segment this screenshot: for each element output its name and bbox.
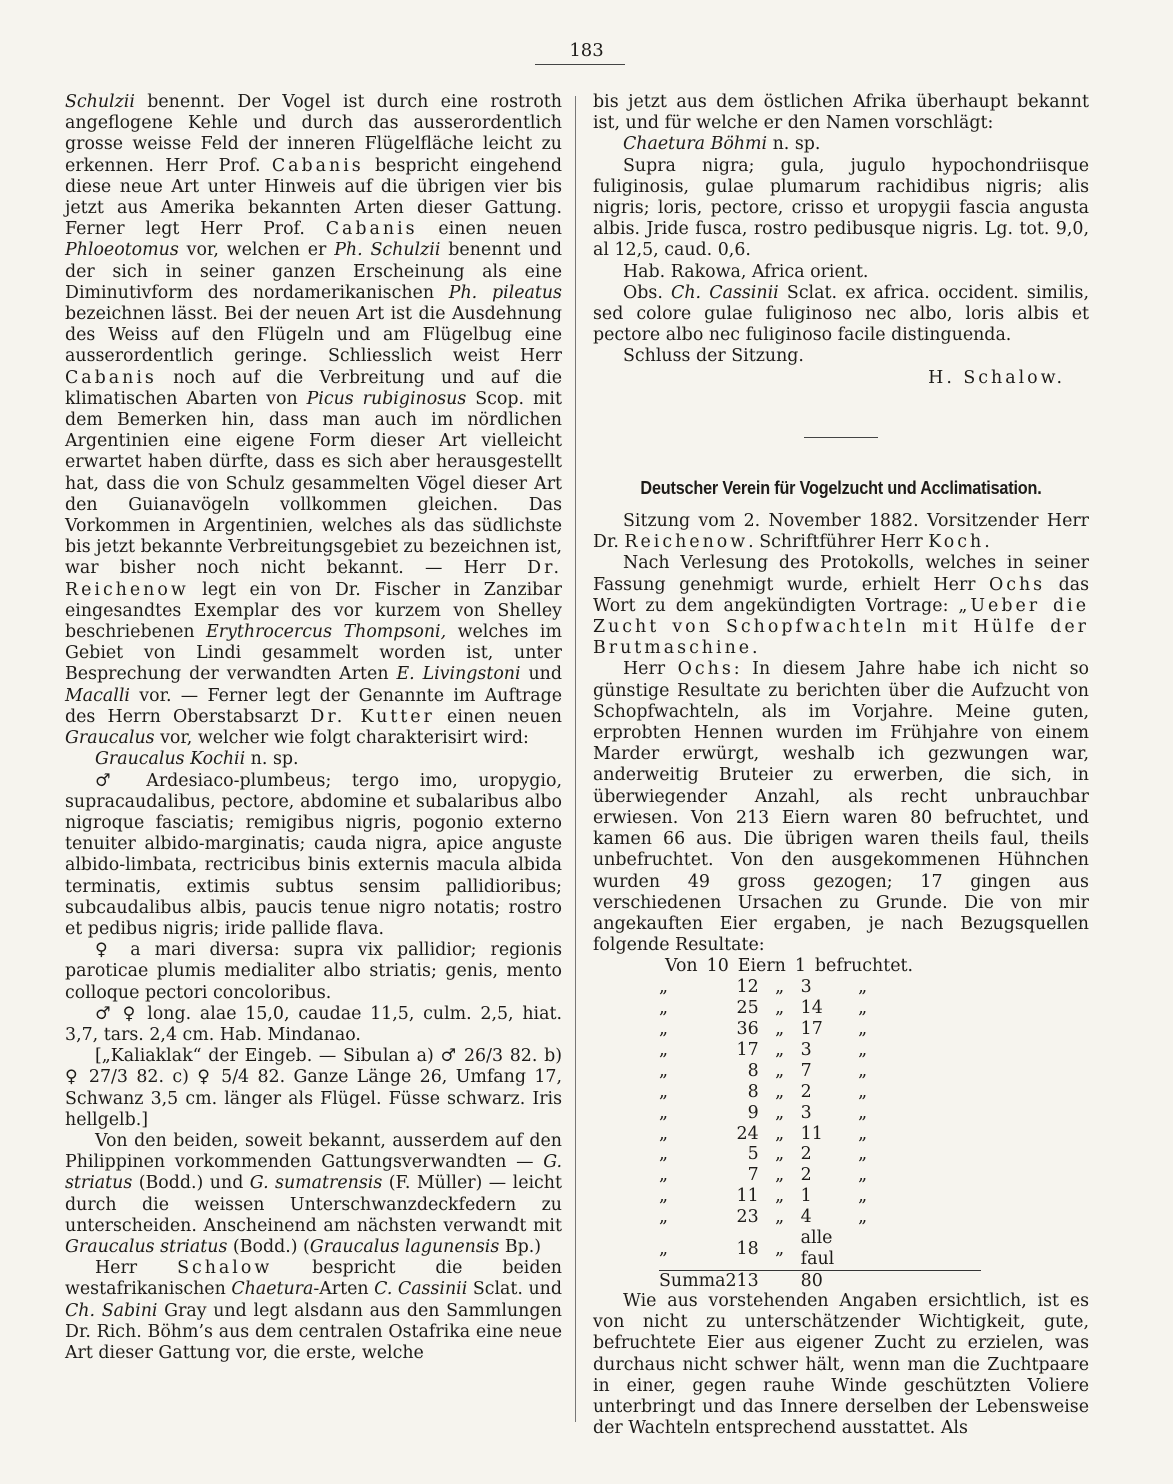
text-run: Sclat. ex africa. occident. similis, sed colore gulae fuliginoso nec albo, loris albis et pectore albo nec fuliginoso facile distinguenda.	[593, 282, 1089, 346]
eggs-count: 25	[736, 998, 759, 1019]
right-column	[593, 92, 1089, 1439]
text-run: Bp.)	[499, 1236, 542, 1257]
spacer-cell	[885, 977, 981, 998]
text-run: Sclat. und	[467, 1279, 562, 1300]
left-column-paragraph	[65, 1131, 562, 1258]
right-column-top-paragraph	[593, 134, 1089, 155]
ditto-mark: „	[659, 1102, 669, 1123]
fertile-count: 2	[800, 1081, 812, 1102]
italic-text: Ch. Cassinii	[671, 282, 779, 303]
ditto-mark: „	[858, 1165, 868, 1186]
right-column-top-paragraph	[593, 283, 1089, 347]
left-column-paragraph	[65, 940, 562, 1004]
fertile-count: 2	[800, 1144, 812, 1165]
right-column-top-paragraph	[593, 92, 1089, 134]
fertile-count: alle faul	[800, 1228, 835, 1269]
text-run: Von den beiden, soweit bekannt, ausserdem auf den Philippinen vorkommenden Gattungsverwandten —	[65, 1130, 562, 1173]
ditto-mark: „	[775, 1144, 785, 1165]
von-label: Von	[665, 956, 698, 977]
italic-text: Graucalus striatus	[65, 1236, 228, 1257]
italic-text: Picus rubiginosus	[306, 388, 467, 409]
ditto-mark: „	[858, 977, 868, 998]
ditto-mark: „	[659, 1186, 669, 1207]
spacer-cell	[885, 1228, 981, 1270]
befruchtet-label: befruchtet.	[814, 956, 914, 977]
egg-table-header	[659, 956, 981, 977]
text-run: einen neuen	[434, 706, 562, 727]
spacer-cell	[885, 1082, 981, 1103]
summa-fertile: 80	[799, 1270, 841, 1291]
spaced-name: Ochs	[677, 659, 734, 680]
italic-text: Graucalus	[65, 728, 155, 749]
eggs-count: 12	[736, 977, 759, 998]
text-run: vor. — Ferner legt der Genannte im Auftrage des Herrn Oberstabsarzt	[65, 685, 562, 727]
text-run: benennt und der sich in seiner ganzen Erscheinung als eine Diminutivform des nordamerikanischen	[65, 240, 562, 303]
ditto-mark: „	[775, 1207, 785, 1228]
right-column-mid-paragraph	[593, 659, 1089, 956]
fertile-count: 11	[800, 1123, 823, 1144]
text-run: Supra nigra; gula, jugulo hypochondriisque fuliginosis, gulae plumarum rachidibus nigris; alis nigris; loris, pectore, crisso et uropygii fascia angusta albis. Jride fusca, rostro pedibusque nigris. Lg. tot. 9,0, al 12,5, caud. 0,6.	[593, 155, 1089, 261]
egg-table-row	[659, 1124, 981, 1145]
eiern-label: Eiern	[737, 956, 786, 977]
spaced-name: Cabanis	[65, 367, 157, 388]
spaced-name: Cabanis	[325, 219, 418, 240]
fertile-count: 7	[800, 1060, 812, 1081]
italic-text: Ph. pileatus	[448, 282, 562, 303]
italic-text: C. Cassinii	[374, 1279, 468, 1300]
text-run: vor, welchen er	[178, 240, 335, 261]
text-run: (Bodd.) und	[132, 1173, 250, 1194]
ditto-mark: „	[775, 977, 785, 998]
fertile-count: 17	[800, 1019, 823, 1040]
ditto-mark: „	[775, 1123, 785, 1144]
ditto-mark: „	[858, 1060, 868, 1081]
spaced-name: Cabanis	[271, 155, 364, 176]
text-run: Obs.	[623, 282, 672, 303]
spaced-name: „Ueber die Zucht von Schopfwachteln mit Hülfe der Brutmaschine.	[593, 595, 1089, 659]
text-run: n. sp.	[245, 749, 299, 770]
eggs-count: 24	[736, 1123, 759, 1144]
spacer-cell	[885, 1144, 981, 1165]
text-run: bis jetzt aus dem östlichen Afrika überhaupt bekannt ist, und für welche er den Namen vorschlägt:	[593, 92, 1089, 134]
ditto-mark: „	[659, 1123, 669, 1144]
right-column-bottom	[593, 1291, 1089, 1439]
italic-text: Ph. Schulzii	[334, 240, 441, 261]
ditto-mark: „	[659, 1144, 669, 1165]
page-number: 183	[569, 40, 604, 61]
left-column-paragraph	[65, 1258, 562, 1364]
text-run: bespricht die beiden westafrikanischen	[65, 1258, 562, 1300]
text-run: benennt. Der Vogel ist durch eine rostroth angeflogene Kehle und durch das ausserordentlich grosse weisse Feld der inneren Flügelfläche leicht zu erkennen. Herr Prof.	[65, 92, 562, 176]
eggs-count: 9	[747, 1102, 759, 1123]
spacer-cell	[885, 1061, 981, 1082]
left-column-paragraph	[65, 1046, 562, 1131]
ditto-mark: „	[775, 1060, 785, 1081]
italic-text: Ch. Sabini	[65, 1300, 158, 1321]
italic-text: Macalli	[65, 685, 130, 706]
text-run: (F. Müller) — leicht durch die weissen Unterschwanzdeckfedern zu unterscheiden. Anscheinend am nächsten verwandt mit	[65, 1173, 562, 1236]
spacer-cell	[885, 1019, 981, 1040]
spacer-cell	[885, 1103, 981, 1124]
ditto-mark: „	[775, 1081, 785, 1102]
text-run: bezeichnen lässt. Bei der neuen Art ist die Ausdehnung des Weiss auf den Flügeln und am Flügelbug eine ausserordentlich geringe. Schliesslich weist Herr	[65, 304, 562, 367]
fertile-count: 3	[800, 977, 812, 998]
italic-text: Graucalus lagunensis	[309, 1236, 500, 1257]
egg-results-table	[659, 956, 981, 1291]
text-run: . Schriftführer Herr	[748, 532, 929, 553]
eggs-count: 23	[736, 1207, 759, 1228]
egg-table-row	[659, 977, 981, 998]
ditto-mark: „	[858, 1144, 868, 1165]
italic-text: Graucalus Kochii	[95, 749, 246, 770]
eggs-count: 18	[736, 1238, 759, 1259]
text-run: und	[520, 664, 562, 685]
right-column-mid-paragraph	[593, 553, 1089, 659]
ditto-mark: „	[775, 1019, 785, 1040]
eggs-cell: 10	[706, 956, 729, 977]
text-run: Hab. Rakowa, Africa orient.	[623, 261, 869, 282]
text-run: .	[984, 532, 990, 553]
spacer-cell	[885, 1165, 981, 1186]
signature: H. Schalow.	[928, 367, 1065, 388]
right-column-top	[593, 92, 1089, 368]
left-column-paragraph	[65, 771, 562, 941]
egg-table-header-row	[659, 956, 981, 977]
text-run: (Bodd.) (	[227, 1236, 310, 1257]
ditto-mark: „	[659, 1039, 669, 1060]
eggs-count: 5	[747, 1144, 759, 1165]
text-run: vor, welcher wie folgt charakterisirt wird:	[154, 728, 529, 749]
egg-table-row	[659, 1165, 981, 1186]
text-run: [„Kaliaklak“ der Eingeb. — Sibulan a) ♂ 26/3 82. b) ♀ 27/3 82. c) ♀ 5/4 82. Ganze Länge 26, Umfang 17, Schwanz 3,5 cm. länger als Flügel. Füsse schwarz. Iris hellgelb.]	[65, 1046, 562, 1130]
right-column-top-paragraph	[593, 262, 1089, 283]
ditto-mark: „	[659, 1081, 669, 1102]
text-run: legt ein von Dr. Fischer in Zanzibar eingesandtes Exemplar des vor kurzem von Shelley beschriebenen	[65, 579, 562, 643]
text-run: Schluss der Sitzung.	[623, 346, 804, 367]
spaced-name: Ochs	[988, 574, 1046, 595]
spacer-cell	[841, 1270, 885, 1291]
spacer-cell	[885, 1186, 981, 1207]
egg-table-row	[659, 1144, 981, 1165]
text-run: Sitzung vom 2. November 1882. Vorsitzender Herr Dr.	[593, 511, 1089, 553]
text-run: einen neuen	[417, 219, 562, 240]
eggs-count: 7	[747, 1165, 759, 1186]
right-column-mid	[593, 511, 1089, 956]
ditto-mark: „	[858, 998, 868, 1019]
left-column-body	[65, 92, 562, 1364]
spaced-name: Schalow	[177, 1258, 273, 1279]
italic-text: E. Livingstoni	[396, 664, 521, 685]
spaced-name: Reichenow	[624, 532, 749, 553]
ditto-mark: „	[775, 1165, 785, 1186]
ditto-mark: „	[858, 1123, 868, 1144]
spaced-name: Koch	[928, 532, 985, 553]
ditto-mark	[841, 1228, 885, 1270]
section-heading: Deutscher Verein für Vogelzucht und Acclimatisation.	[640, 477, 1042, 498]
text-run: bespricht eingehend diese neue Art unter Hinweis auf die übrigen vier bis jetzt aus Amerika bekannten Arten dieser Gattung. Ferner legt Herr Prof.	[65, 155, 562, 240]
italic-text: Schulzii	[65, 92, 135, 112]
italic-text: Chaetura	[231, 1279, 314, 1300]
fertile-count: 3	[800, 1039, 812, 1060]
ditto-mark: „	[659, 1207, 669, 1228]
text-run: Herr	[623, 659, 678, 680]
ditto-mark: „	[775, 1186, 785, 1207]
spacer-cell	[885, 998, 981, 1019]
egg-table-summa-row	[659, 1270, 981, 1291]
text-run: welches im Gebiet von Lindi gesammelt worden ist, unter Besprechung der verwandten Arten	[65, 622, 562, 685]
fertile-count: 3	[800, 1102, 812, 1123]
right-column-mid-paragraph	[593, 511, 1089, 553]
text-run: Herr	[95, 1258, 178, 1279]
ditto-mark: „	[858, 1081, 868, 1102]
eggs-count: 8	[747, 1060, 759, 1081]
egg-table-row	[659, 1186, 981, 1207]
egg-table-row	[659, 1040, 981, 1061]
italic-text: G. striatus	[65, 1152, 562, 1194]
left-column-paragraph	[65, 92, 562, 749]
ditto-mark: „	[659, 1165, 669, 1186]
summa-eggs: 213	[725, 1270, 759, 1291]
ditto-mark: „	[659, 977, 669, 998]
section-separator-rule	[804, 437, 878, 438]
ditto-mark: „	[858, 1186, 868, 1207]
eggs-count: 36	[736, 1019, 759, 1040]
ditto-mark: „	[858, 1102, 868, 1123]
ditto-mark: „	[775, 1039, 785, 1060]
summa-label: Summa	[659, 1270, 726, 1291]
fertile-count: 4	[800, 1207, 812, 1228]
egg-table-row	[659, 1207, 981, 1228]
egg-table-row	[659, 998, 981, 1019]
spacer-cell	[885, 1124, 981, 1145]
column-divider	[575, 96, 576, 1422]
text-run: n. sp.	[767, 134, 821, 155]
egg-table-row	[659, 1061, 981, 1082]
text-run: : In diesem Jahre habe ich nicht so günstige Resultate zu berichten über die Aufzucht von Schopfwachteln, als im Vorjahre. Meine guten, erprobten Hennen wurden im Frühjahre von einem Marder erwürgt, weshalb ich gezwungen war, anderweitig Bruteier zu erwerben, die sich, in überwiegender Anzahl, als recht unbrauchbar erwiesen. Von 213 Eiern waren 80 befruchtet, und kamen 66 aus. Die übrigen waren theils faul, theils unbefruchtet. Von den ausgekommenen Hühnchen wurden 49 gross gezogen; 17 gingen aus verschiedenen Ursachen zu Grunde. Die von mir angekauften Eier ergaben, je nach Bezugsquellen folgende Resultate:	[593, 659, 1089, 956]
left-column-paragraph	[65, 1004, 562, 1046]
text-run: Scop. mit dem Bemerken hin, dass man auch im nördlichen Argentinien eine eigene Form dieser Art vielleicht erwartet haben dürfte, dass es sich aber herausgestellt hat, dass die von Schulz gesammelten Vögel dieser Art den Guianavögeln vollkommen gleichen. Das Vorkommen in Argentinien, welches als das südlichste bis jetzt bekannte Verbreitungsgebiet zu bezeichnen ist, war bisher noch nicht bekannt. — Herr	[65, 388, 562, 579]
spaced-name: Dr. Kutter	[310, 706, 435, 727]
right-column-top-paragraph	[593, 156, 1089, 262]
ditto-mark: „	[858, 1019, 868, 1040]
italic-text: Chaetura Böhmi	[623, 134, 768, 155]
ditto-mark: „	[775, 1238, 785, 1259]
left-column	[65, 92, 562, 1364]
eggs-count: 17	[736, 1039, 759, 1060]
fertile-cell: 1	[794, 956, 806, 977]
text-run: noch auf die Verbreitung und auf die klimatischen Abarten von	[65, 367, 562, 409]
fertile-count: 14	[800, 998, 823, 1019]
italic-text: G. sumatrensis	[249, 1173, 383, 1194]
egg-table-row	[659, 1103, 981, 1124]
text-run: Wie aus vorstehenden Angaben ersichtlich, ist es von nicht zu unterschätzender Wichtigkeit, gute, befruchtete Eier aus eigener Zucht zu erzielen, was durchaus nicht schwer hält, wenn man die Zuchtpaare in einer, gegen rauhe Winde geschützten Voliere unterbringt und das Innere derselben der Lebensweise der Wachteln entsprechend ausstattet. Als	[593, 1290, 1089, 1439]
spacer-cell	[885, 1040, 981, 1061]
text-run: das Wort zu dem angekündigten Vortrage:	[593, 574, 1089, 616]
text-run: Gray und legt alsdann aus den Sammlungen Dr. Rich. Böhm’s aus dem centralen Ostafrika eine neue Art dieser Gattung vor, die erste, welche	[65, 1300, 562, 1363]
ditto-mark: „	[775, 998, 785, 1019]
egg-table-row	[659, 1082, 981, 1103]
ditto-mark: „	[858, 1039, 868, 1060]
spacer-cell	[885, 1207, 981, 1228]
page-number-rule	[535, 64, 625, 65]
text-run: ♀ a mari diversa: supra vix pallidior; regionis paroticae plumis medialiter albo striatis; genis, mento colloque pectori concoloribus.	[65, 940, 562, 1003]
left-column-paragraph	[65, 749, 562, 770]
text-run: ♂ ♀ long. alae 15,0, caudae 11,5, culm. 2,5, hiat. 3,7, tars. 2,4 cm. Hab. Mindanao.	[65, 1003, 562, 1045]
text-run: Nach Verlesung des Protokolls, welches in seiner Fassung genehmigt wurde, erhielt Herr	[593, 553, 1089, 595]
text-run: -Arten	[313, 1279, 375, 1300]
spaced-name: Dr. Reichenow	[65, 558, 562, 600]
ditto-mark: „	[659, 1238, 669, 1259]
eggs-count: 11	[736, 1186, 759, 1207]
italic-text: Phloeotomus	[65, 240, 179, 261]
fertile-count: 1	[800, 1186, 812, 1207]
ditto-mark: „	[659, 998, 669, 1019]
text-run: ♂ Ardesiaco-plumbeus; tergo imo, uropygio, supracaudalibus, pectore, abdomine et subalaribus albo nigroque fasciatis; remigibus nigris, pogonio externo tenuiter albido-marginatis; cauda nigra, apice anguste albido-limbata, rectricibus binis externis macula albida terminatis, extimis subtus sensim pallidioribus; subcaudalibus albis, paucis tenue nigro notatis; rostro et pedibus nigris; iride pallide flava.	[65, 770, 562, 939]
spacer-cell	[885, 1270, 981, 1291]
ditto-mark: „	[858, 1207, 868, 1228]
italic-text: Erythrocercus Thompsoni,	[206, 622, 447, 643]
right-column-bottom-paragraph	[593, 1291, 1089, 1439]
ditto-mark: „	[659, 1060, 669, 1081]
egg-table-row	[659, 1019, 981, 1040]
eggs-count: 8	[747, 1081, 759, 1102]
ditto-mark: „	[775, 1102, 785, 1123]
ditto-mark: „	[659, 1019, 669, 1040]
spacer-cell	[761, 1270, 799, 1291]
egg-table-row	[659, 1228, 981, 1270]
right-column-top-paragraph	[593, 346, 1089, 367]
fertile-count: 2	[800, 1165, 812, 1186]
